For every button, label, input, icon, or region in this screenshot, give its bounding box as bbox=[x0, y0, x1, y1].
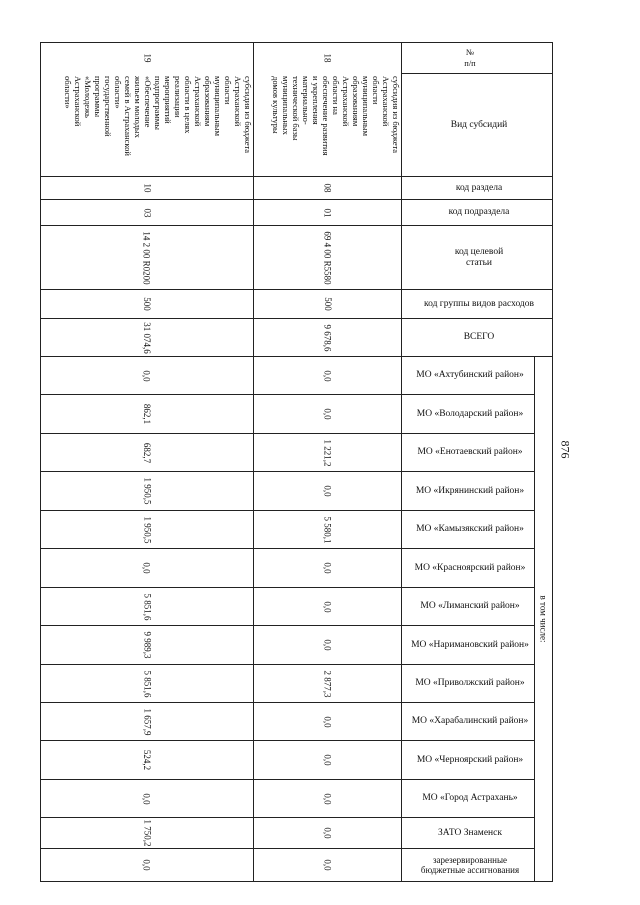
district-label: МО «Енотаевский район» bbox=[417, 447, 523, 457]
row-18-value: 0,0 bbox=[322, 562, 333, 574]
header-including: в том числе: bbox=[538, 595, 549, 643]
district-label: МО «Приволжский район» bbox=[415, 678, 525, 688]
district-label: МО «Ахтубинский район» bbox=[416, 370, 524, 380]
row-19-value: 524,2 bbox=[142, 749, 152, 771]
row-18-section: 08 bbox=[322, 183, 333, 193]
row-19-value: 0,0 bbox=[142, 792, 152, 805]
row-18-value: 0,0 bbox=[322, 792, 333, 805]
header-num: № п/п bbox=[464, 47, 476, 68]
row-18-target-article: 69 4 00 R5580 bbox=[322, 230, 333, 285]
row-19-value: 682,7 bbox=[142, 442, 152, 463]
row-19-value: 1 950,5 bbox=[142, 477, 152, 505]
row-18-value: 0,0 bbox=[322, 859, 333, 871]
district-label: МО «Красноярский район» bbox=[414, 562, 526, 573]
row-19-value: 862,1 bbox=[142, 403, 152, 425]
row-18-subsection: 01 bbox=[322, 208, 333, 217]
row-18-value: 0,0 bbox=[322, 754, 333, 766]
district-label: зарезервированные бюджетные ассигнования bbox=[420, 855, 520, 875]
row-19-target-article: 14 2 00 R0200 bbox=[141, 230, 152, 285]
row-19-section: 10 bbox=[142, 183, 152, 193]
row-19-value: 5 851,6 bbox=[142, 670, 152, 697]
district-label: МО «Наримановский район» bbox=[411, 639, 529, 650]
row-19-value: 0,0 bbox=[142, 859, 152, 871]
row-19-value: 5 851,6 bbox=[142, 593, 152, 620]
row-19-value: 1 950,5 bbox=[142, 516, 152, 543]
header-subsection-code: код подраздела bbox=[448, 207, 510, 217]
row-19-value: 1 750,2 bbox=[142, 819, 152, 847]
row-18-expense-group: 500 bbox=[322, 297, 333, 311]
district-label: ЗАТО Знаменск bbox=[438, 827, 502, 838]
row-19-value: 0,0 bbox=[142, 369, 152, 382]
row-18-value: 0,0 bbox=[322, 600, 333, 613]
row-18-total: 9 678,6 bbox=[322, 324, 333, 351]
district-label: МО «Черноярский район» bbox=[416, 754, 524, 765]
district-label: МО «Харабалинский район» bbox=[411, 716, 529, 726]
district-label: МО «Икрянинский район» bbox=[415, 485, 525, 496]
header-total: ВСЕГО bbox=[463, 332, 495, 342]
page-number: 876 bbox=[558, 440, 573, 459]
row-19-value: 0,0 bbox=[142, 562, 152, 574]
row-18-value: 0,0 bbox=[322, 715, 333, 728]
district-label: МО «Володарский район» bbox=[416, 408, 524, 419]
row-18-value: 0,0 bbox=[322, 639, 333, 651]
row-19-num: 19 bbox=[142, 53, 152, 63]
subsidy-table bbox=[40, 42, 553, 882]
district-label: МО «Камызякский район» bbox=[416, 524, 524, 534]
header-subsidy-type: Вид субсидий bbox=[450, 119, 508, 130]
row-19-subsection: 03 bbox=[142, 208, 152, 217]
row-18-description: субсидия из бюджета Астраханской области муниципальным образованиям Астраханской области на обеспечение развития и укрепления материально- технической базы муниципальных домов культуры bbox=[271, 76, 401, 156]
row-19-value: 1 657,9 bbox=[142, 708, 152, 735]
row-18-value: 2 877,3 bbox=[322, 670, 333, 697]
row-18-value: 0,0 bbox=[322, 408, 333, 420]
row-18-value: 0,0 bbox=[322, 369, 333, 382]
header-target-article-code: код целевой статьи bbox=[454, 246, 504, 268]
header-section-code: код раздела bbox=[455, 182, 503, 193]
row-18-value: 5 580,1 bbox=[322, 516, 333, 543]
district-label: МО «Лиманский район» bbox=[420, 601, 520, 611]
row-18-value: 1 221,2 bbox=[322, 439, 333, 466]
row-18-value: 0,0 bbox=[322, 827, 333, 839]
row-19-expense-group: 500 bbox=[142, 297, 152, 311]
row-19-description: субсидия из бюджета Астраханской области муниципальным образованиям Астраханской области в целях реализации мероприятий подпрограммы «Обеспечение жильем молодых семей в Астраханской области» государственной программы «Молодежь Астраханской области» bbox=[63, 76, 253, 156]
row-18-num: 18 bbox=[322, 53, 333, 63]
header-expense-group-code: код группы видов расходов bbox=[423, 298, 535, 309]
row-18-value: 0,0 bbox=[322, 485, 333, 497]
row-19-total: 31 074,6 bbox=[142, 321, 152, 354]
district-label: МО «Город Астрахань» bbox=[422, 793, 518, 803]
row-19-value: 9 989,3 bbox=[142, 631, 152, 659]
